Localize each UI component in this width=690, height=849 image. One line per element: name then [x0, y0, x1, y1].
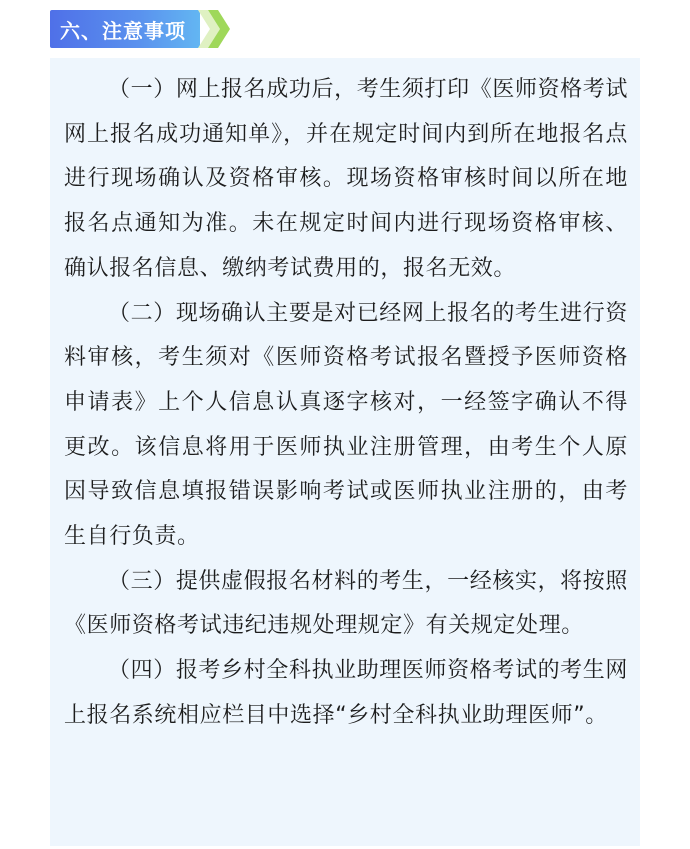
notice-content — [50, 58, 640, 846]
paragraph-1: （一）网上报名成功后，考生须打印《医师资格考试网上报名成功通知单》，并在规定时间内到所在地报名点进行现场确认及资格审核。现场资格审核时间以所在地报名点通知为准。未在规定时间内进行现场资格审核、确认报名信息、缴纳考试费用的，报名无效。 — [64, 77, 628, 281]
paragraph-2: （二）现场确认主要是对已经网上报名的考生进行资料审核，考生须对《医师资格考试报名暨授予医师资格申请表》上个人信息认真逐字核对，一经签字确认不得更改。该信息将用于医师执业注册管理，由考生个人原因导致信息填报错误影响考试或医师执业注册的，由考生自行负责。 — [64, 300, 628, 550]
paragraph-3: （三）提供虚假报名材料的考生，一经核实，将按照《医师资格考试违纪违规处理规定》有关规定处理。 — [64, 568, 628, 639]
paragraph-4: （四）报考乡村全科执业助理医师资格考试的考生网上报名系统相应栏目中选择“乡村全科执业助理医师”。 — [64, 658, 628, 728]
double-chevron-right-icon — [198, 10, 232, 48]
section-title: 六、注意事项 — [50, 10, 200, 48]
section-heading — [50, 8, 232, 50]
